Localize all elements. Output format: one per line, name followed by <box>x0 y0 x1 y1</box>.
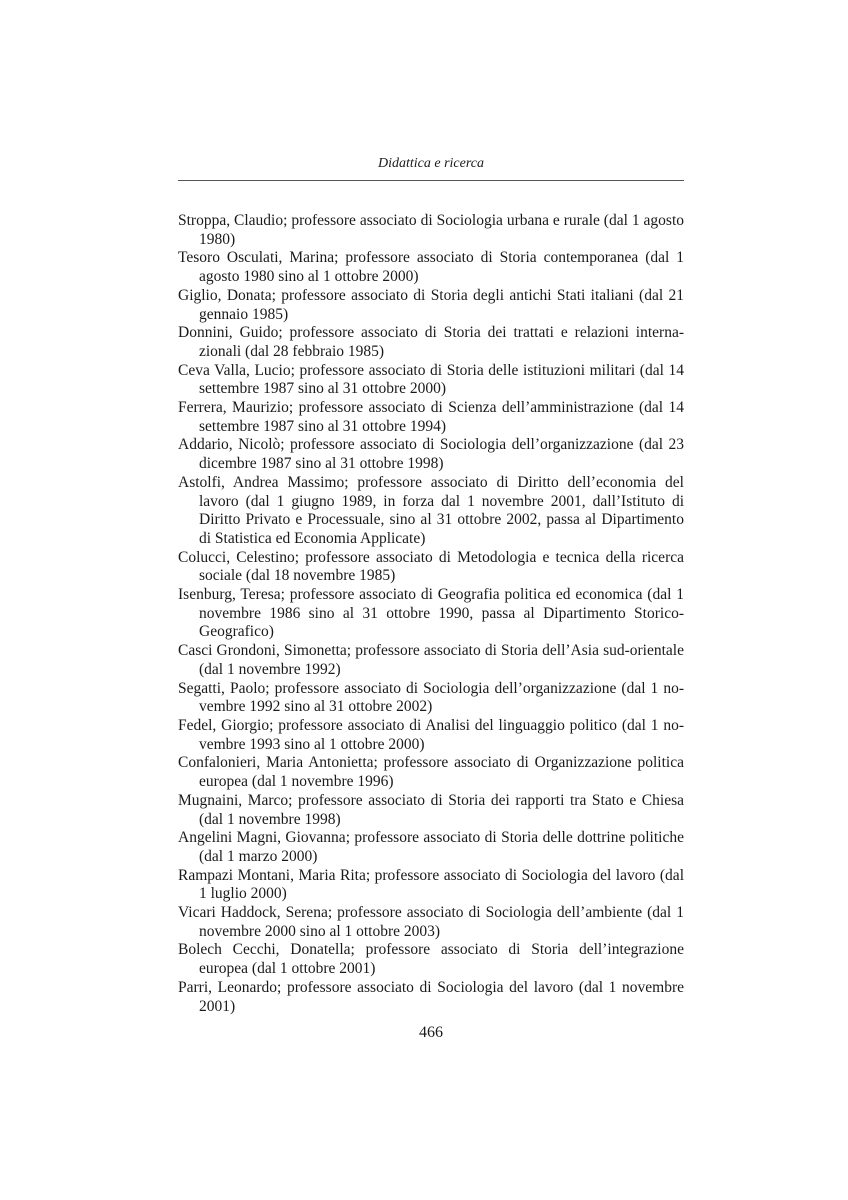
list-item: Confalonieri, Maria Antonietta; professore associato di Organizzazione politica europea (dal 1 novembre 1996) <box>178 754 684 791</box>
list-item: Astolfi, Andrea Massimo; professore associato di Diritto dell’economia del lavoro (dal 1 giugno 1989, in forza dal 1 novembre 2001, dall’Istituto di Diritto Privato e Processuale, sino al 31 ottobre 2002, passa al Dipartimento di Statistica ed Economia Applicate) <box>178 473 684 547</box>
list-item: Vicari Haddock, Serena; professore associato di Sociologia dell’ambiente (dal 1 novembre 2000 sino al 1 ottobre 2003) <box>178 904 684 940</box>
header-rule <box>178 180 684 181</box>
list-item: Addario, Nicolò; professore associato di Sociologia dell’organizzazione (dal 23 dicembre 1987 sino al 31 ottobre 1998) <box>178 436 684 473</box>
running-head-title: Didattica e ricerca <box>377 156 484 171</box>
faculty-list <box>178 212 684 1016</box>
list-item: Segatti, Paolo; professore associato di Sociologia dell’organizzazione (dal 1 novembre 1992 sino al 31 ottobre 2002) <box>178 679 684 716</box>
list-item: Colucci, Celestino; professore associato di Metodologia e tecnica della ricerca sociale (dal 18 novembre 1985) <box>178 548 684 585</box>
list-item: Giglio, Donata; professore associato di Storia degli antichi Stati italiani (dal 21 gennaio 1985) <box>178 286 684 323</box>
list-item: Bolech Cecchi, Donatella; professore associato di Storia dell’integrazione europea (dal 1 ottobre 2001) <box>178 941 684 978</box>
list-item: Tesoro Osculati, Marina; professore associato di Storia contemporanea (dal 1 agosto 1980 sino al 1 ottobre 2000) <box>178 249 684 286</box>
list-item: Parri, Leonardo; professore associato di Sociologia del lavoro (dal 1 novembre 2001) <box>178 978 684 1015</box>
page-number: 466 <box>419 1024 443 1041</box>
list-item: Rampazi Montani, Maria Rita; professore associato di Sociologia del lavoro (dal 1 luglio 2000) <box>178 866 684 903</box>
list-item: Casci Grondoni, Simonetta; professore associato di Storia dell’Asia sud-orientale (dal 1 novembre 1992) <box>178 642 684 678</box>
list-item: Mugnaini, Marco; professore associato di Storia dei rapporti tra Stato e Chiesa (dal 1 novembre 1998) <box>178 791 684 828</box>
list-item: Stroppa, Claudio; professore associato di Sociologia urbana e rurale (dal 1 agosto 1980) <box>178 212 684 248</box>
list-item: Ferrera, Maurizio; professore associato di Scienza dell’amministrazione (dal 14 settembre 1987 sino al 31 ottobre 1994) <box>178 399 684 435</box>
list-item: Fedel, Giorgio; professore associato di Analisi del linguaggio politico (dal 1 novembre 1993 sino al 1 ottobre 2000) <box>178 716 684 753</box>
list-item: Ceva Valla, Lucio; professore associato di Storia delle istituzioni militari (dal 14 settembre 1987 sino al 31 ottobre 2000) <box>178 361 684 398</box>
list-item: Angelini Magni, Giovanna; professore associato di Storia delle dottrine politiche (dal 1 marzo 2000) <box>178 829 684 865</box>
list-item: Isenburg, Teresa; professore associato di Geografia politica ed economica (dal 1 novembre 1986 sino al 31 ottobre 1990, passa al Dipartimento Storico-Geografico) <box>178 586 684 641</box>
list-item: Donnini, Guido; professore associato di Storia dei trattati e relazioni internazionali (dal 28 febbraio 1985) <box>178 324 684 360</box>
